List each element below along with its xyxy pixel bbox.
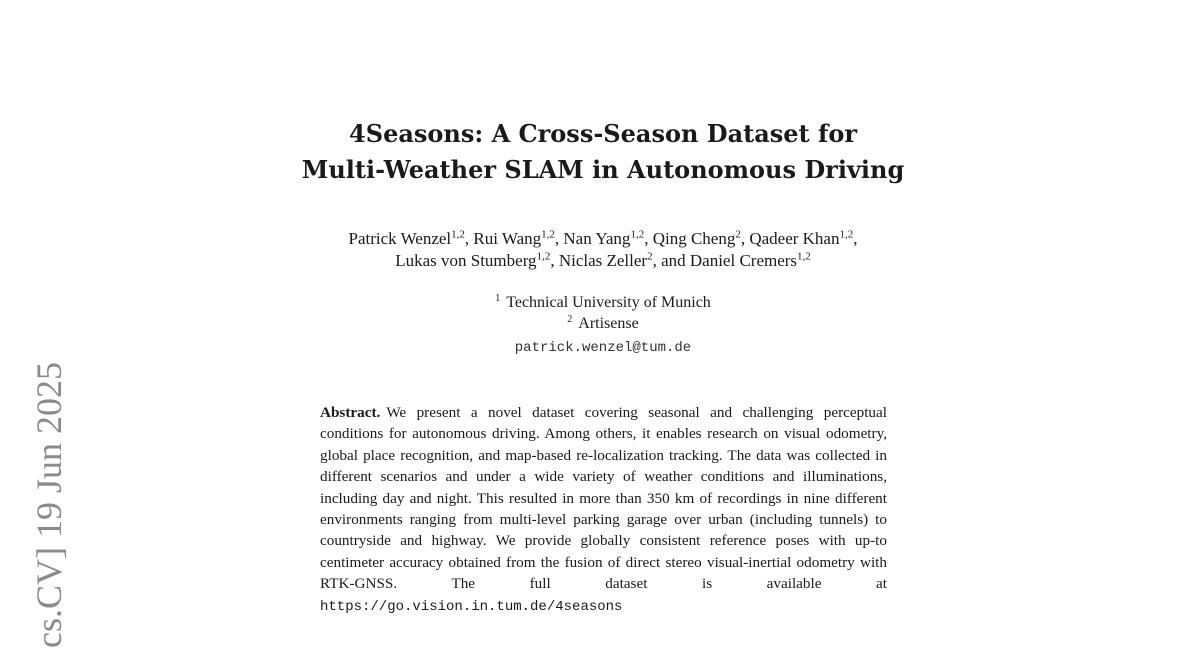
title-line-1: 4Seasons: A Cross-Season Dataset for (349, 119, 857, 148)
author (690, 251, 811, 270)
author-affiliation-marker: 2 (647, 250, 653, 263)
author-name: Qing Cheng (652, 229, 736, 248)
author-separator: , and (652, 251, 690, 270)
author-separator: , (554, 229, 564, 248)
author-separator: , (740, 229, 750, 248)
author-affiliation-marker: 1,2 (630, 228, 645, 241)
author (559, 251, 690, 270)
author-line-1 (200, 228, 1006, 250)
author-affiliation-marker: 1,2 (536, 250, 551, 263)
author-affiliation-marker: 1,2 (797, 250, 811, 263)
affiliation-name: Artisense (578, 315, 639, 332)
author-name: Patrick Wenzel (348, 229, 452, 248)
author-separator: , (550, 251, 559, 270)
author (349, 229, 474, 248)
author (395, 251, 559, 270)
author-affiliation-marker: 1,2 (839, 228, 854, 241)
affiliation-list (200, 292, 1006, 334)
author-name: Qadeer Khan (749, 229, 840, 248)
author-affiliation-marker: 1,2 (451, 228, 465, 241)
author-line-2 (200, 250, 1006, 272)
author-name: Nan Yang (563, 229, 631, 248)
affiliation-2 (200, 313, 1006, 334)
author-separator: , (464, 229, 474, 248)
paper-title (200, 116, 1006, 188)
affiliation-name: Technical University of Munich (506, 294, 711, 311)
author (563, 229, 652, 248)
author-affiliation-marker: 1,2 (541, 228, 555, 241)
author-separator: , (644, 229, 653, 248)
affiliation-marker: 1 (495, 292, 501, 304)
abstract-label: Abstract. (320, 404, 381, 421)
author (653, 229, 750, 248)
author-separator: , (853, 229, 858, 248)
affiliation-1 (200, 292, 1006, 313)
author (749, 229, 857, 248)
dataset-url-link[interactable]: https://go.vision.in.tum.de/4seasons (320, 598, 623, 615)
contact-email[interactable]: patrick.wenzel@tum.de (514, 340, 692, 356)
author-name: Lukas von Stumberg (395, 251, 537, 270)
author-name: Niclas Zeller (558, 251, 648, 270)
author-list (200, 228, 1006, 272)
abstract-text: We present a novel dataset covering seasonal and challenging perceptual conditions for autonomous driving. Among others, it enables research on visual odometry, global place recognition, and map-based re-localization tracking. The data was collected in different scenarios and under a wide variety of weather conditions and illuminations, including day and night. This resulted in more than 350 km of recordings in nine different environments ranging from multi-level parking garage over urban (including tunnels) to countryside and highway. We provide globally consistent reference poses with up-to centimeter accuracy obtained from the fusion of direct stereo visual-inertial odometry with RTK-GNSS. The full dataset is available at (320, 404, 887, 593)
author-affiliation-marker: 2 (735, 228, 741, 241)
affiliation-marker: 2 (567, 313, 573, 325)
arxiv-identifier-stamp: cs.CV] 19 Jun 2025 (29, 362, 69, 648)
author (473, 229, 563, 248)
author-name: Rui Wang (473, 229, 542, 248)
title-line-2: Multi-Weather SLAM in Autonomous Driving (301, 155, 905, 184)
abstract (320, 402, 887, 618)
author-name: Daniel Cremers (689, 251, 798, 270)
